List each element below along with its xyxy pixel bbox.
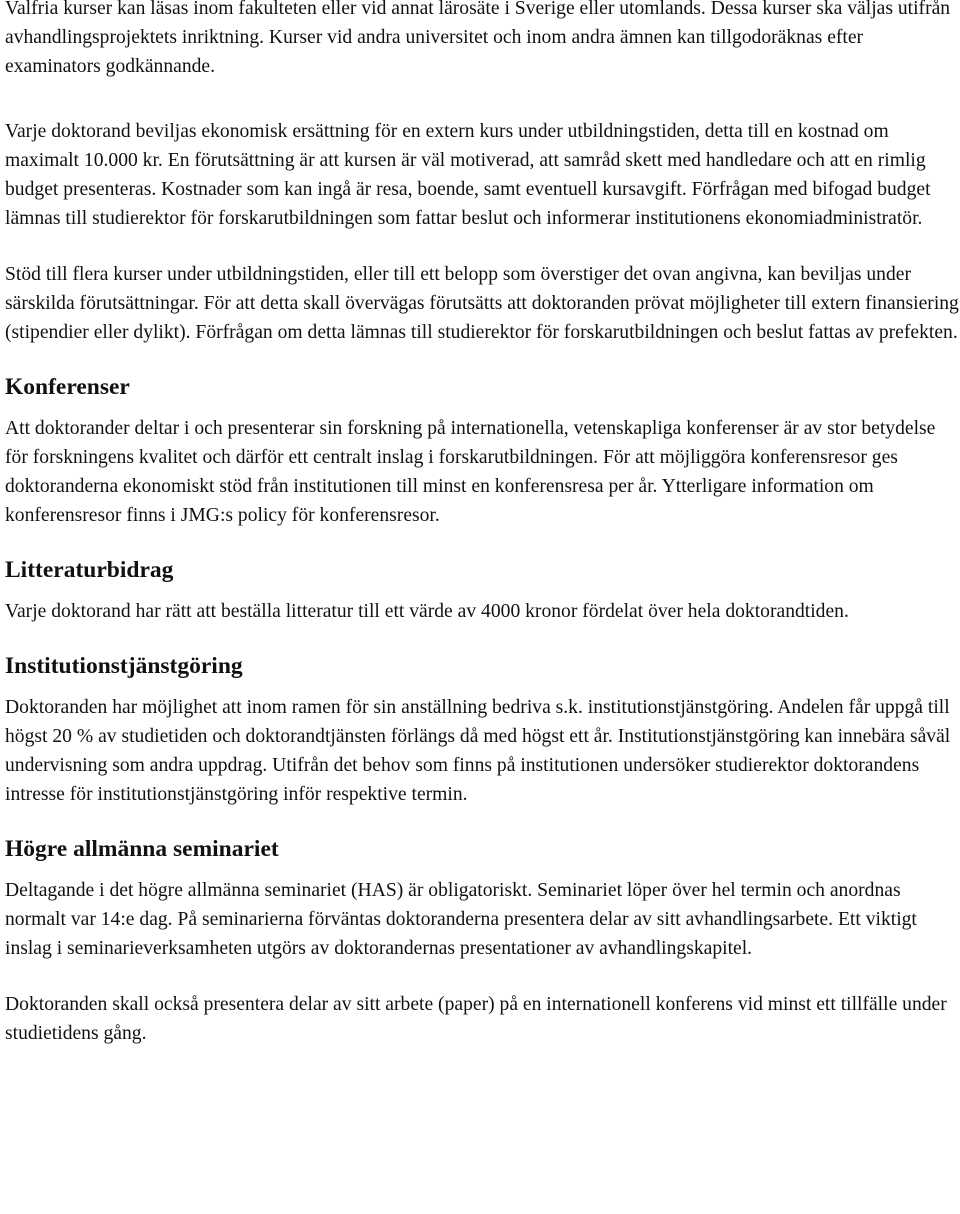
document-page: [5, 0, 960, 1048]
paragraph-has-attendance: Deltagande i det högre allmänna seminariet (HAS) är obligatoriskt. Seminariet löper över hel termin och anordnas normalt var 14:e dag. På seminarierna förväntas doktoranderna presentera delar av sitt avhandlingsarbete. Ett viktigt inslag i seminarieverksamheten utgörs av doktorandernas presentationer av avhandlingskapitel.: [5, 880, 917, 959]
paragraph-institutionstjanstgoring: Doktoranden har möjlighet att inom ramen för sin anställning bedriva s.k. institutionstjänstgöring. Andelen får uppgå till högst 20 % av studietiden och doktorandtjänsten förlängs då med högst ett år. Institutionstjänstgöring kan innebära såväl undervisning som andra uppdrag. Utifrån det behov som finns på institutionen undersöker studierektor doktorandens intresse för institutionstjänstgöring inför respektive termin.: [5, 697, 951, 805]
heading-institutionstjanstgoring: Institutionstjänstgöring: [5, 653, 243, 679]
paragraph-litteraturbidrag: Varje doktorand har rätt att beställa litteratur till ett värde av 4000 kronor fördelat över hela doktorandtiden.: [5, 601, 849, 622]
paragraph-conference-paper: Doktoranden skall också presentera delar av sitt arbete (paper) på en internationell konferens vid minst ett tillfälle under studietidens gång.: [5, 994, 947, 1044]
heading-konferenser: Konferenser: [5, 374, 130, 400]
paragraph-konferenser: Att doktorander deltar i och presenterar sin forskning på internationella, vetenskapliga konferenser är av stor betydelse för forskningens kvalitet och därför ett centralt inslag i forskarutbildningen. För att möjliggöra konferensresor ges doktoranderna ekonomiskt stöd från institutionen till minst en konferensresa per år. Ytterligare information om konferensresor finns i JMG:s policy för konferensresor.: [5, 418, 936, 526]
heading-hogre-allmanna-seminariet: Högre allmänna seminariet: [5, 836, 279, 862]
paragraph-optional-courses: Valfria kurser kan läsas inom fakulteten eller vid annat lärosäte i Sverige eller utomlands. Dessa kurser ska väljas utifrån avhandlingsprojektets inriktning. Kurser vid andra universitet och inom andra ämnen kan tillgodoräknas efter examinators godkännande.: [5, 0, 951, 77]
heading-litteraturbidrag: Litteraturbidrag: [5, 557, 174, 583]
paragraph-additional-course-support: Stöd till flera kurser under utbildningstiden, eller till ett belopp som överstiger det ovan angivna, kan beviljas under särskilda förutsättningar. För att detta skall övervägas förutsätts att doktoranden prövat möjligheter till extern finansiering (stipendier eller dylikt). Förfrågan om detta lämnas till studierektor för forskarutbildningen och beslut fattas av prefekten.: [5, 264, 959, 343]
paragraph-external-course-funding: Varje doktorand beviljas ekonomisk ersättning för en extern kurs under utbildningstiden, detta till en kostnad om maximalt 10.000 kr. En förutsättning är att kursen är väl motiverad, att samråd skett med handledare och att en rimlig budget presenteras. Kostnader som kan ingå är resa, boende, samt eventuell kursavgift. Förfrågan med bifogad budget lämnas till studierektor för forskarutbildningen som fattar beslut och informerar institutionens ekonomiadministratör.: [5, 121, 931, 229]
